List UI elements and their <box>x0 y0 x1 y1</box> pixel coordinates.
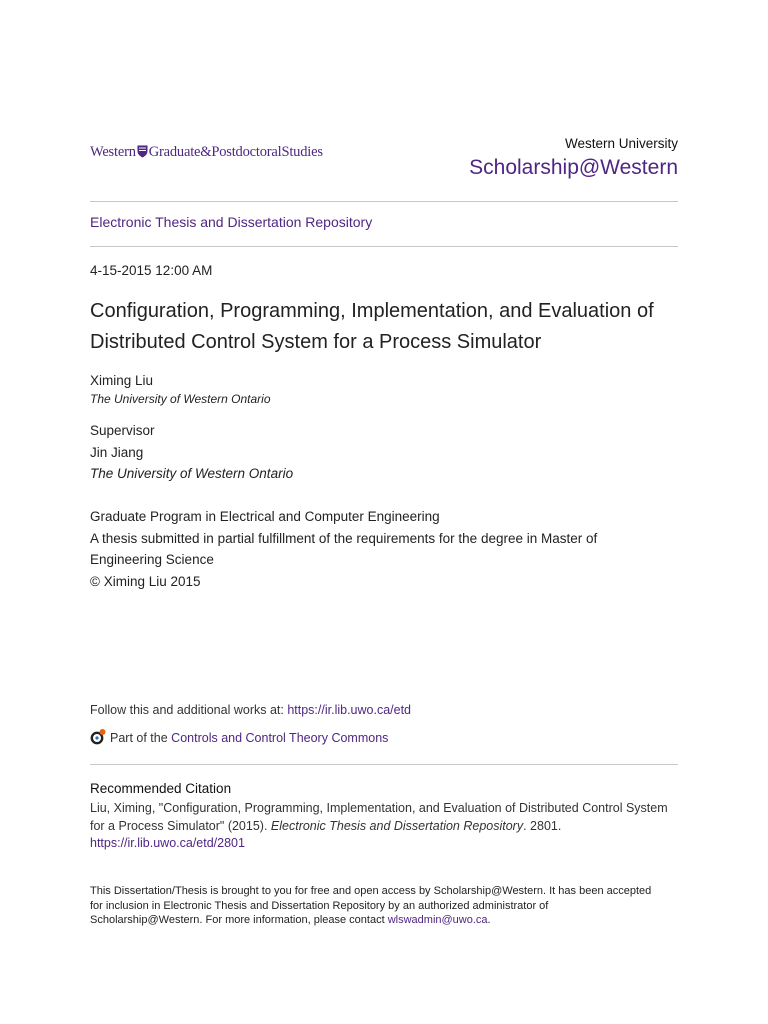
university-name: Western University <box>564 136 678 151</box>
submission-statement-line2: Engineering Science <box>90 552 214 567</box>
program-name: Graduate Program in Electrical and Computer Engineering <box>90 509 440 524</box>
contact-email-link[interactable]: wlswadmin@uwo.ca <box>387 914 488 926</box>
citation-url-link[interactable]: https://ir.lib.uwo.ca/etd/2801 <box>90 836 245 850</box>
repository-brand-link[interactable]: Scholarship@Western <box>469 156 678 179</box>
access-notice <box>90 884 678 928</box>
author-affiliation: The University of Western Ontario <box>90 391 271 406</box>
citation-number: . 2801. <box>523 818 562 833</box>
network-logo-icon <box>90 728 110 748</box>
citation-line1: Liu, Ximing, "Configuration, Programming, Implementation, and Evaluation of Distributed Control System <box>90 801 668 815</box>
part-of-text: Part of the <box>110 731 168 745</box>
etd-collection-link[interactable]: https://ir.lib.uwo.ca/etd <box>287 703 412 717</box>
citation-line2 <box>90 818 678 836</box>
thesis-title: Configuration, Programming, Implementation, and Evaluation of Distributed Control System for a Process Simulator <box>90 300 654 353</box>
author-block <box>90 370 271 406</box>
western-graduate-logo[interactable] <box>90 144 323 163</box>
submission-statement-line1: A thesis submitted in partial fulfillment of the requirements for the degree in Master of <box>90 530 598 546</box>
divider <box>90 764 678 765</box>
follow-line <box>90 703 411 717</box>
commons-link[interactable]: Controls and Control Theory Commons <box>171 731 389 745</box>
supervisor-label: Supervisor <box>90 423 155 438</box>
citation-heading: Recommended Citation <box>90 781 232 796</box>
citation-journal: Electronic Thesis and Dissertation Repository <box>270 818 524 833</box>
crest-icon <box>137 145 148 163</box>
notice-end: . <box>487 914 491 926</box>
divider <box>90 246 678 247</box>
author-name: Ximing Liu <box>90 373 154 388</box>
citation-body <box>90 800 678 853</box>
degree-block <box>90 506 597 592</box>
thesis-date: 4-15-2015 12:00 AM <box>90 263 213 278</box>
divider <box>90 201 678 202</box>
supervisor-name: Jin Jiang <box>90 444 144 460</box>
supervisor-block <box>90 420 293 485</box>
follow-text: Follow this and additional works at: <box>90 703 288 717</box>
supervisor-affiliation: The University of Western Ontario <box>90 466 294 481</box>
repository-link[interactable]: Electronic Thesis and Dissertation Repository <box>90 214 373 230</box>
copyright-notice: © Ximing Liu 2015 <box>90 573 201 589</box>
notice-line3 <box>90 913 678 928</box>
logo-western-text: Western <box>90 144 136 160</box>
citation-text: for a Process Simulator" (2015). <box>90 818 271 833</box>
notice-line2: for inclusion in Electronic Thesis and Dissertation Repository by an authorized administrator of <box>90 899 549 912</box>
header <box>90 134 678 184</box>
notice-text: Scholarship@Western. For more information, please contact <box>90 914 388 926</box>
notice-line1: This Dissertation/Thesis is brought to you for free and open access by Scholarship@Western. It has been accepted <box>90 885 652 897</box>
part-of-line <box>90 728 388 748</box>
logo-unit-text: Graduate&PostdoctoralStudies <box>148 144 323 160</box>
